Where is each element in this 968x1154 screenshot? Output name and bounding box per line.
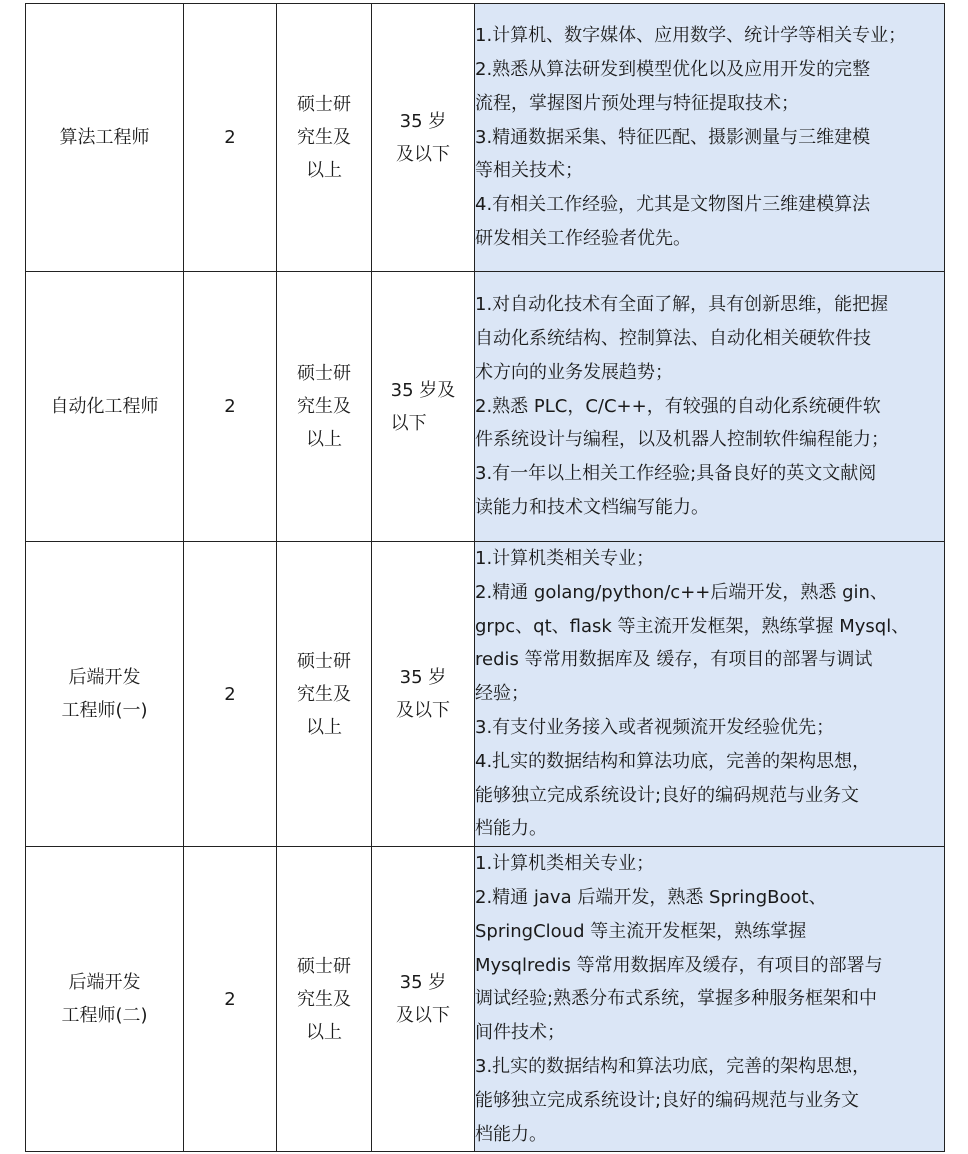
education-cell-content [277,88,371,187]
headcount-value: 2 [224,988,236,1010]
headcount-cell [184,4,277,272]
education-cell-line: 以上 [306,1021,342,1043]
headcount-cell [184,272,277,542]
job-title-cell-content [26,966,183,1032]
requirements-cell-line: 3.扎实的数据结构和算法功底，完善的架构思想， [475,1055,871,1077]
job-title-cell [26,542,184,847]
job-title-cell [26,4,184,272]
requirements-cell-line: grpc、qt、flask 等主流开发框架，熟练掌握 Mysql、 [475,615,910,637]
requirements-cell-line: 读能力和技术文档编写能力。 [475,496,709,518]
requirements-cell-line: 1.计算机类相关专业； [475,548,655,569]
job-title-cell-content [26,121,183,154]
education-cell-line: 究生及 [297,988,351,1010]
age-cell-content [396,661,450,727]
job-title-cell-content [26,390,183,423]
requirements-cell-line: 档能力。 [475,818,547,840]
requirements-cell [475,272,945,542]
job-title-cell-content [26,661,183,727]
education-cell-line: 以上 [306,429,342,450]
requirements-cell-line: 2.熟悉从算法研发到模型优化以及应用开发的完整 [475,59,871,80]
education-cell-line: 以上 [306,716,342,738]
requirements-cell-line: Mysqlredis 等常用数据库及缓存，有项目的部署与 [475,954,883,976]
job-row [26,4,945,272]
age-cell [372,847,475,1152]
age-line: 35 岁 [399,667,447,689]
requirements-cell-line: SpringCloud 等主流开发框架，熟练掌握 [475,920,807,942]
age-cell-content [396,105,450,171]
headcount-cell [184,847,277,1152]
education-cell [277,272,372,542]
education-cell-line: 究生及 [297,396,351,417]
requirements-cell-line: 2.精通 golang/python/c++后端开发，熟悉 gin、 [475,581,888,603]
requirements-cell-line: 1.计算机、数字媒体、应用数学、统计学等相关专业； [475,25,907,47]
requirements-cell-line: 等相关技术； [475,160,583,182]
job-title-cell-line: 后端开发 [68,667,141,689]
age-line: 35 岁 [399,972,447,994]
education-cell-content [277,950,371,1049]
headcount-cell [184,542,277,847]
requirements-cell-line: 件系统设计与编程，以及机器人控制软件编程能力； [475,429,889,451]
age-line: 35 岁 [399,110,447,132]
requirements-cell [475,4,945,272]
education-cell-content [277,357,371,456]
age-cell-content [396,966,450,1032]
age-cell-content [391,374,456,440]
requirements-cell-line: 1.对自动化技术有全面了解，具有创新思维，能把握 [475,294,889,316]
headcount-value: 2 [224,683,236,705]
headcount-value: 2 [224,396,236,417]
education-cell-line: 究生及 [297,683,351,705]
age-line: 35 岁及 [390,379,456,401]
requirements-cell-line: 能够独立完成系统设计;良好的编码规范与业务文 [475,784,860,806]
job-row [26,272,945,542]
requirements-cell-line: 1.计算机类相关专业； [475,853,655,875]
job-title-cell-line: 后端开发 [68,972,141,994]
education-cell-line: 以上 [306,160,342,181]
job-row [26,542,945,847]
requirements-cell-line: 能够独立完成系统设计;良好的编码规范与业务文 [475,1089,860,1111]
requirements-cell-line: 2.精通 java 后端开发，熟悉 SpringBoot、 [475,886,827,908]
requirements-cell [475,542,945,847]
education-cell-line: 硕士研 [297,955,351,977]
age-line: 以下 [390,412,427,434]
job-row [26,847,945,1152]
requirements-cell-line: 自动化系统结构、控制算法、自动化相关硬软件技 [475,328,871,349]
requirements-cell [475,847,945,1152]
age-cell [372,542,475,847]
age-line: 及以下 [396,700,450,722]
education-cell [277,847,372,1152]
requirements-cell-line: 4.扎实的数据结构和算法功底，完善的架构思想， [475,750,871,772]
education-cell [277,542,372,847]
education-cell-line: 硕士研 [297,363,351,384]
requirements-cell-line: 间件技术； [475,1022,565,1044]
age-line: 及以下 [396,1005,450,1027]
requirements-cell-line: 4.有相关工作经验，尤其是文物图片三维建模算法 [475,194,871,216]
job-table-body [26,4,945,1152]
requirements-cell-content [475,847,944,1151]
requirements-cell-line: 3.精通数据采集、特征匹配、摄影测量与三维建模 [475,126,871,148]
age-cell [372,4,475,272]
requirements-cell-line: 流程，掌握图片预处理与特征提取技术； [475,92,799,114]
age-line: 及以下 [396,143,450,165]
requirements-cell-line: 术方向的业务发展趋势； [475,361,673,383]
education-cell-line: 硕士研 [297,94,351,115]
requirements-cell-line: 2.熟悉 PLC，C/C++，有较强的自动化系统硬件软 [475,395,881,417]
requirements-cell-line: 研发相关工作经验者优先。 [475,227,691,249]
requirements-cell-content [475,19,944,256]
job-title-cell-line: 算法工程师 [59,127,150,148]
job-title-cell-line: 自动化工程师 [50,396,159,417]
job-title-cell-line: 工程师(二) [61,1005,148,1027]
education-cell [277,4,372,272]
job-requirements-table [25,3,945,1152]
job-title-cell-line: 工程师(一) [61,700,148,722]
requirements-cell-line: 经验； [475,683,529,705]
requirements-cell-content [475,288,944,525]
education-cell-line: 硕士研 [297,650,351,672]
job-title-cell [26,847,184,1152]
requirements-cell-line: 3.有一年以上相关工作经验;具备良好的英文文献阅 [475,463,877,485]
education-cell-content [277,645,371,744]
requirements-cell-line: 3.有支付业务接入或者视频流开发经验优先； [475,716,835,738]
headcount-value: 2 [224,127,236,148]
requirements-cell-line: 档能力。 [475,1123,547,1145]
job-title-cell [26,272,184,542]
education-cell-line: 究生及 [297,127,351,148]
requirements-cell-content [475,542,944,846]
age-cell [372,272,475,542]
requirements-cell-line: redis 等常用数据库及 缓存，有项目的部署与调试 [475,649,873,671]
requirements-cell-line: 调试经验;熟悉分布式系统，掌握多种服务框架和中 [475,988,878,1010]
